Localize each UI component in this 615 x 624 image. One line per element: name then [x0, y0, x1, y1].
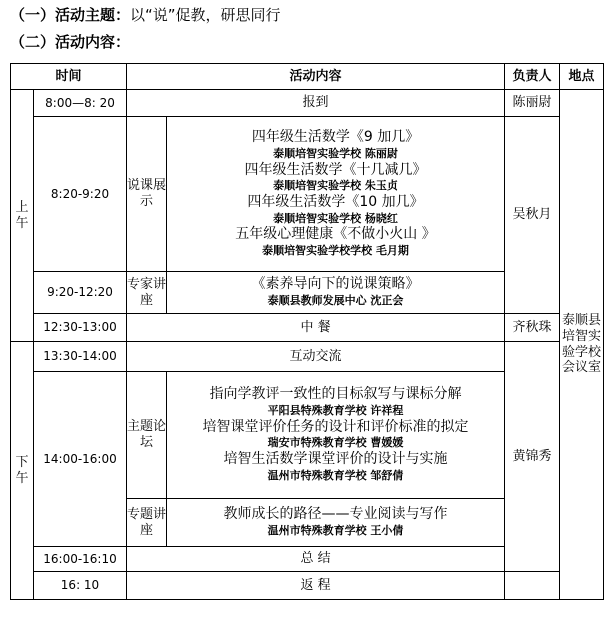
theme-label: （一）活动主题： — [10, 6, 131, 24]
talk-title: 四年级生活数学《9 加几》 — [251, 129, 420, 146]
special-org: 温州市特殊教育学校 王小倩 — [267, 523, 404, 537]
content-return: 返 程 — [127, 572, 505, 600]
forum-org: 瑞安市特殊教育学校 曹媛媛 — [267, 436, 404, 450]
period-morning: 上午 — [11, 90, 34, 342]
time-exchange: 13:30-14:00 — [34, 342, 127, 372]
talk-org: 泰顺培智实验学校 陈丽尉 — [273, 146, 398, 160]
talk-title: 五年级心理健康《不做小火山 》 — [235, 226, 436, 243]
talk-org: 泰顺培智实验学校 杨晓红 — [273, 211, 398, 225]
lecture-title: 《素养导向下的说课策略》 — [251, 276, 420, 293]
content-checkin: 报到 — [127, 90, 505, 117]
lecture-org: 泰顺县教师发展中心 沈正会 — [267, 293, 404, 307]
time-checkin: 8:00—8: 20 — [34, 90, 127, 117]
talk-org: 泰顺培智实验学校 朱玉贞 — [273, 179, 398, 193]
row-checkin — [11, 90, 604, 117]
row-lunch — [11, 314, 604, 342]
talk-title: 四年级生活数学《10 加几》 — [247, 194, 424, 210]
owner-checkin: 陈丽尉 — [505, 90, 560, 117]
header-venue: 地点 — [560, 64, 604, 90]
time-talks: 8:20-9:20 — [34, 117, 127, 272]
header-row — [11, 64, 604, 90]
time-forum: 14:00-16:00 — [34, 372, 127, 547]
talk-title: 四年级生活数学《十几减几》 — [244, 161, 427, 178]
venue-cell: 泰顺县培智实验学校会议室 — [560, 90, 604, 600]
time-lunch: 12:30-13:00 — [34, 314, 127, 342]
activity-content-heading — [10, 31, 130, 52]
special-cell — [167, 499, 505, 547]
header-time: 时间 — [11, 64, 127, 90]
forum-org: 平阳县特殊教育学校 许祥程 — [267, 403, 404, 417]
talks-list — [167, 117, 505, 272]
header-content: 活动内容 — [127, 64, 505, 90]
forum-title: 指向学教评一致性的目标叙写与课标分解 — [209, 386, 462, 403]
time-lecture: 9:20-12:20 — [34, 272, 127, 314]
header-owner: 负责人 — [505, 64, 560, 90]
talk-org: 泰顺培智实验学校学校 毛月期 — [262, 243, 409, 257]
owner-lunch: 齐秋珠 — [505, 314, 560, 342]
forum-org: 温州市特殊教育学校 邹舒倩 — [267, 468, 404, 482]
forum-title: 培智课堂评价任务的设计和评价标准的拟定 — [202, 418, 469, 435]
owner-morning: 吴秋月 — [505, 117, 560, 314]
section-forum: 主题论坛 — [127, 372, 167, 499]
owner-return-empty — [505, 572, 560, 600]
row-return — [11, 572, 604, 600]
theme-value: 以“说”促教，研思同行 — [130, 6, 281, 24]
section-special: 专题讲座 — [127, 499, 167, 547]
activity-theme-heading — [10, 4, 281, 25]
row-exchange — [11, 342, 604, 372]
section-talks: 说课展示 — [127, 117, 167, 272]
forum-list — [167, 372, 505, 499]
content-exchange: 互动交流 — [127, 342, 505, 372]
time-return: 16: 10 — [34, 572, 127, 600]
special-title: 教师成长的路径——专业阅读与写作 — [223, 506, 448, 523]
time-summary: 16:00-16:10 — [34, 547, 127, 572]
lecture-cell — [167, 272, 505, 314]
owner-afternoon: 黄锦秀 — [505, 342, 560, 572]
schedule-table — [10, 63, 604, 600]
content-summary: 总 结 — [127, 547, 505, 572]
section-lecture: 专家讲座 — [127, 272, 167, 314]
content-lunch: 中 餐 — [127, 314, 505, 342]
forum-title: 培智生活数学课堂评价的设计与实施 — [223, 451, 448, 468]
period-afternoon: 下午 — [11, 342, 34, 600]
content-label: （二）活动内容： — [10, 33, 131, 51]
row-talks — [11, 117, 604, 272]
